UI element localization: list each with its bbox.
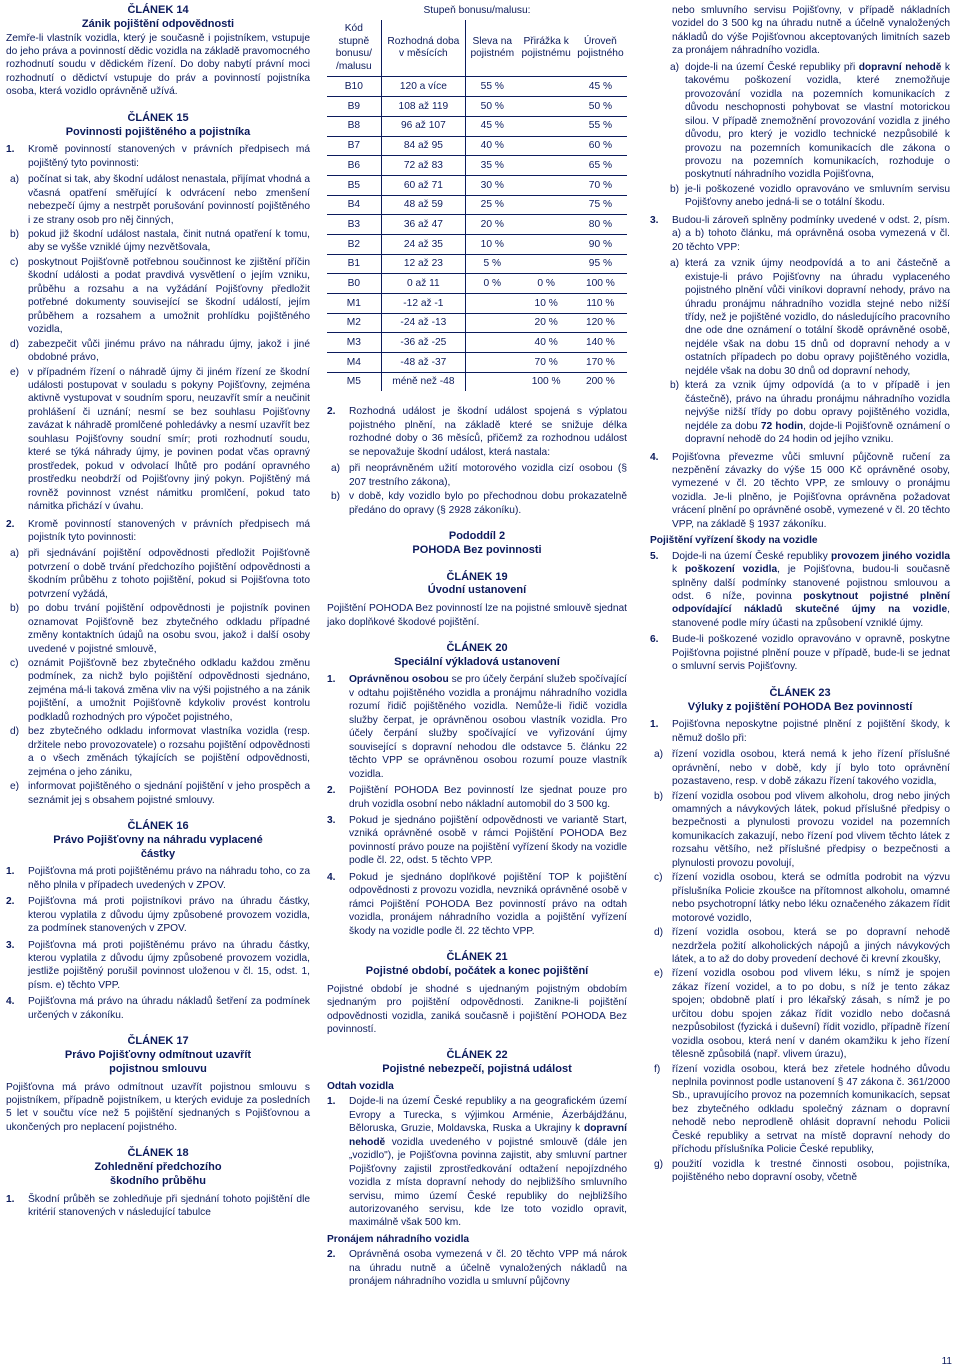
table-cell: 10 % [466, 234, 519, 254]
list-letter: b) [331, 491, 341, 503]
paragraph-22-4 [650, 451, 950, 532]
table-cell: -48 až -37 [381, 353, 465, 373]
list-letter: a) [670, 61, 680, 73]
paragraph-number: 6. [650, 634, 659, 646]
article-20-number: ČLÁNEK 20 [446, 641, 508, 654]
list-letter: a) [10, 174, 20, 186]
paragraph-text: , stanovené podle míry účasti na způsobení vzniklé újmy. [672, 604, 950, 629]
table-cell: 80 % [588, 218, 613, 230]
table-cell [519, 97, 574, 117]
article-18-number: ČLÁNEK 18 [127, 1147, 189, 1160]
table-cell: 90 % [588, 238, 613, 250]
table-cell: B1 [347, 258, 361, 270]
table-cell [519, 156, 574, 176]
list-text: řízení vozidla osobou, která nemá k jeho řízení příslušné oprávnění, nebo v době, kdy jí bylo toto oprávnění pozastaveno, resp. v době zákazu řízení takového vozidla, [672, 749, 950, 788]
list-letter: e) [654, 968, 664, 980]
table-cell: B2 [347, 238, 361, 250]
article-19-number: ČLÁNEK 19 [446, 570, 508, 583]
article-14-number: ČLÁNEK 14 [127, 4, 189, 16]
table-cell: M1 [346, 297, 361, 309]
table-cell: 35 % [466, 156, 519, 176]
term-bold: provozem jiného vozidla [831, 550, 950, 562]
paragraph-number: 1. [6, 1193, 15, 1205]
list-letter: a) [331, 463, 341, 475]
list-letter: b) [10, 228, 20, 240]
paragraph-20-1 [327, 673, 627, 781]
paragraph-16-2 [6, 895, 310, 935]
table-cell: 40 % [534, 337, 558, 348]
table-row [327, 254, 627, 274]
table-cell: méně než -48 [381, 372, 465, 391]
paragraph-text: Pojištění POHODA Bez povinností lze sjednat pouze pro druh vozidla osobní nebo nákladní automobil do 3 500 kg. [349, 785, 627, 810]
paragraph-text: se pro účely čerpání služeb spočívající v odtahu pojištěného vozidla a pronájmu náhradního vozidla rozumí řidič pojištěného vozidla. Nemůže-li řidič vozidla služby čerpat, je oprávněnou osobou vlastník vozidla. Pro účely čerpání služby spočívající ve vyřizování újmy související s dopravní nehodou dle odstavce 5. článku 22 těchto VPP se oprávněnou osobou rozumí pouze vlastník vozidla. [349, 674, 627, 780]
article-23-title: Výluky z pojištění POHODA Bez povinností [687, 700, 913, 713]
table-cell [519, 175, 574, 195]
table-cell: 72 až 83 [381, 156, 465, 176]
list-text: po dobu trvání pojištění odpovědnosti je pojistník povinen oznamovat Pojišťovně bez zbytečného odkladu případné změny kontaktních údajů na osobu svou, jakož i další osoby uvedené v pojistné smlouvě, [28, 603, 310, 655]
paragraph-number: 3. [327, 815, 336, 827]
term-bold: dopravní nehodě [858, 61, 942, 73]
paragraph-number: 4. [327, 871, 336, 883]
header-period: Rozhodná doba v měsících [381, 20, 465, 77]
table-cell: 110 % [586, 297, 615, 309]
table-cell: 70 % [588, 179, 613, 191]
table-cell: 24 až 35 [381, 234, 465, 254]
table-cell: 0 % [537, 277, 555, 289]
list-letter: b) [670, 380, 680, 392]
paragraph-18-2 [327, 405, 627, 459]
paragraph-number: 1. [650, 719, 659, 731]
list-text: je-li poškozené vozidlo opravováno ve smluvním servisu Pojišťovny anebo jedná-li se o totální škodu. [685, 183, 950, 209]
table-body [327, 77, 627, 392]
paragraph-text: Pojišťovna má proti pojištěnému právo na náhradu toho, co za něho plnila v případech uvedených v ZPOV. [28, 866, 310, 891]
table-row [327, 353, 627, 373]
list-item [6, 366, 310, 514]
list-item [650, 379, 950, 446]
table-row [327, 116, 627, 136]
article-17-number: ČLÁNEK 17 [127, 1035, 189, 1048]
table-cell: 30 % [466, 175, 519, 195]
table-row [327, 136, 627, 156]
list-text: řízení vozidla osobou, která se po dopravní nehodě nezdržela požití alkoholických nápojů a jiných návykových látek, a to až do doby provedení dechové či krevní zkoušky, [672, 927, 950, 965]
paragraph-text: Kromě povinností stanovených v právních předpisech má pojištěný tyto povinnosti: [28, 144, 310, 169]
article-16-title: Právo Pojišťovny na náhradu vyplacené částky [53, 833, 263, 860]
table-cell: -36 až -25 [381, 333, 465, 353]
list-item [650, 1063, 950, 1157]
list-letter: d) [10, 338, 20, 350]
table-row [327, 156, 627, 176]
article-19-title: Úvodní ustanovení [427, 584, 527, 597]
table-cell [466, 353, 519, 373]
paragraph-number: 5. [650, 550, 659, 562]
table-caption: Stupeň bonusu/malusu: [423, 5, 531, 16]
table-cell: 120 a více [381, 77, 465, 97]
list-letter: a) [10, 548, 20, 560]
list-letter: c) [10, 256, 19, 268]
list-item [6, 547, 310, 601]
paragraph-text: Pojišťovna má proti pojistníkovi právo na úhradu částky, kterou vyplatila z důvodu újmy způsobené provozem vozidla, za podmínek stanovených v ZPOV. [28, 896, 310, 935]
paragraph-23-1 [650, 718, 950, 745]
header-code: Kód stupně bonusu/ /malusu [335, 22, 372, 73]
list-text: bez zbytečného odkladu informovat vlastníka vozidla (resp. držitele nebo provozovatele) o rozsahu pojištění odpovědnosti a o všech změnách týkajících se pojištění odpovědnosti, zejména o jeho zániku, [28, 726, 310, 778]
paragraph-number: 1. [327, 674, 336, 686]
list-letter: c) [10, 658, 19, 670]
table-cell: 108 až 119 [381, 97, 465, 117]
table-cell: 96 až 107 [381, 116, 465, 136]
paragraph-text: Škodní průběh se zohledňuje při sjednání tohoto pojištění dle kritérií stanovených v následující tabulce [28, 1193, 310, 1219]
page-number: 11 [941, 1355, 952, 1367]
header-surcharge: Přirážka k pojistnému [521, 35, 571, 60]
paragraph-text: vozidla uvedeného v pojistné smlouvě (dále jen „vozidlo"), je Pojišťovna povinna zajistit, aby smluvní partner Pojišťovny zajistil zprostředkování odtažení nepojízdného vozidla z místa dopravní nehody do nejbližšího smluvního servisu, mimo území České republiky do nejbližšího autorizovaného servisu, kde lze toto vozidlo opravit, maximálně však 500 km. [349, 1136, 627, 1229]
paragraph-16-1 [6, 865, 310, 892]
table-cell: 100 % [585, 277, 615, 289]
list-text: řízení vozidla osobou pod vlivem alkoholu, drog nebo jiných omamných a návykových látek, pokud příslušné předpisy o bezpečnosti a plynulosti provozu vozidel na pozemních komunikacích zakazují, nebo řízení pod vlivem těchto látek z rozsahu většího, než příslušné předpisy o bezpečnosti a plynulosti provozu povolují, [672, 790, 950, 869]
list-text: použití vozidla k trestné činnosti osobou, pojistníka, pojištěného nebo dopravní osoby, včetně [672, 1158, 950, 1184]
paragraph-number: 2. [327, 406, 336, 418]
paragraph-15-1 [6, 143, 310, 170]
list-text: , dojde-li Pojišťovně oznámení o dopravní nehodě do 24 hodin od jejího vzniku. [685, 420, 950, 446]
section-towing: Odtah vozidla [327, 1080, 394, 1092]
list-item [650, 257, 950, 378]
table-cell: 95 % [588, 258, 613, 270]
header-discount: Sleva na pojistném [466, 20, 519, 77]
table-cell [519, 195, 574, 215]
list-letter: b) [670, 183, 680, 195]
table-cell: B6 [347, 159, 361, 171]
table-cell [519, 116, 574, 136]
list-text: při sjednávání pojištění odpovědnosti předložit Pojišťovně potvrzení o době trvání předchozího pojištění odpovědnosti a škodním průběhu z tohoto pojištění, pokud si Pojišťovna toto potvrzení vyžádá, [28, 548, 310, 600]
table-cell: -12 až -1 [381, 294, 465, 314]
paragraph-number: 3. [650, 214, 659, 226]
paragraph-text: Oprávněná osoba vymezená v čl. 20 těchto VPP má nárok na úhradu nutně a účelně vynaložených nákladů na pronájem náhradního vozidla u smluvní půjčovny [349, 1249, 627, 1288]
table-header-row [327, 20, 627, 77]
table-cell: B5 [347, 179, 361, 191]
list-letter: g) [654, 1158, 664, 1170]
list-text: při neoprávněném užití motorového vozidla cizí osobou (§ 207 trestního zákona), [349, 463, 627, 488]
list-item [650, 748, 950, 788]
paragraph-number: 2. [327, 785, 336, 797]
list-letter: a) [670, 258, 680, 270]
term-bold: dopravní nehodě [349, 1123, 627, 1148]
table-cell: -24 až -13 [381, 313, 465, 333]
table-cell: 5 % [466, 254, 519, 274]
table-cell [466, 313, 519, 333]
list-letter: b) [10, 603, 20, 615]
table-cell: 100 % [531, 376, 561, 388]
paragraph-22-2 [327, 1248, 627, 1288]
paragraph-number: 4. [650, 451, 659, 463]
list-item [650, 61, 950, 182]
list-text: informovat pojištěného o sjednání pojištění v jeho prospěch a seznámit jej s obsahem pojistné smlouvy. [28, 781, 310, 806]
paragraph-16-4 [6, 995, 310, 1022]
list-text: která za vznik újmy odpovídá (a to v případě i jen částečně), právo na úhradu pronájmu náhradního vozidla nejvýše nižší třídy po dobu opravy pojištěného vozidla, nejdéle za dobu [685, 380, 950, 432]
paragraph-text: Dojde-li na území České republiky a na geografickém území Evropy a Turecka, s výjimkou Arménie, Ázerbájdžánu, Běloruska, Gruzie, Moldavska, Ruska a Ukrajiny k [349, 1096, 627, 1135]
article-14-text: Zemře-li vlastník vozidla, který je současně i pojistníkem, vstupuje do jeho práva a povinností dědic vozidla na základě pravomocného rozhodnutí soudu v dědickém řízení. Do doby nabytí právní moci rozhodnutí o dědictví vstupuje do práv a povinností pojistníka osoba, která vozidlo oprávněně užívá. [6, 32, 310, 98]
list-item [327, 462, 627, 489]
paragraph-number: 1. [6, 144, 15, 156]
term-bold: Oprávněnou osobou [349, 674, 449, 686]
table-cell: 55 % [588, 120, 613, 132]
table-cell: 0 % [466, 274, 519, 294]
list-text: v době, kdy vozidlo bylo po přechodnou dobu prokazatelně předáno do opravy (§ 2928 zákoníku). [349, 491, 627, 516]
table-cell: 45 % [588, 81, 613, 93]
paragraph-text: Bude-li poškozené vozidlo opravováno v opravně, poskytne Pojišťovna pojistné plnění pouze v případě, bude-li se jednat o smluvní servis Pojišťovny. [672, 634, 950, 673]
column-1 [6, 4, 310, 1222]
table-cell [519, 215, 574, 235]
table-cell: 20 % [534, 317, 558, 329]
table-cell [519, 234, 574, 254]
paragraph-20-4 [327, 871, 627, 938]
table-cell: 200 % [585, 376, 615, 388]
table-cell: 10 % [534, 297, 558, 309]
table-row [327, 77, 627, 97]
paragraph-text: Budou-li zároveň splněny podmínky uvedené v odst. 2, písm. a) a b) tohoto článku, má oprávněná osoba vymezená v čl. 20 těchto VPP: [672, 214, 950, 253]
paragraph-text: Rozhodná událost je škodní událost spojená s výplatou pojistného plnění, na základě které se snižuje délka rozhodné doby o 36 měsíců, přičemž za rozhodnou událost se nepovažuje škodní událost, která nastala: [349, 406, 627, 458]
list-text: řízení vozidla osobou, která bez zřetele hodného důvodu neplnila povinnost podle ustanovení § 47 zákona č. 361/2000 Sb., upravujícího provoz na pozemních komunikacích, sepsat bez zbytečného odkladu společný záznam o dopravní nehodě nebo neprodleně ohlásit dopravní nehodu Policii České republiky a setrvat na místě dopravní nehody do příchodu příslušníka Policie České republiky, [672, 1063, 950, 1156]
paragraph-text: Pojišťovna má právo na úhradu nákladů šetření za podmínek určených v zákoníku. [28, 996, 310, 1021]
table-cell: 140 % [585, 337, 615, 348]
table-cell: B0 [347, 277, 361, 289]
table-row [327, 313, 627, 333]
article-17-text: Pojišťovna má právo odmítnout uzavřít pojistnou smlouvu s pojistníkem, případně pojistníkem, u kterých eviduje za posledních 5 let v součtu více než 5 pojištění sjednaných s Pojišťovnou a ukončených pro neplacení pojistného. [6, 1081, 310, 1133]
table-row [327, 234, 627, 254]
table-cell: 0 až 11 [381, 274, 465, 294]
section-replacement-vehicle: Pronájem náhradního vozidla [327, 1233, 470, 1245]
list-text: počínat si tak, aby škodní událost nenastala, přijímat vhodná a včasná opatření směřující k odvrácení nebo zmenšení nebezpečí újmy a nestrpět porušování povinností pojištěného i ze strany osob pro něj činných, [28, 174, 310, 226]
list-letter: e) [10, 781, 20, 793]
table-cell: 50 % [588, 100, 613, 112]
table-cell: B8 [347, 120, 361, 132]
article-14-title: Zánik pojištění odpovědnosti [81, 17, 235, 30]
table-cell: 20 % [466, 215, 519, 235]
list-text: k takovému poškození vozidla, které znemožňuje provozování vozidla na pozemních komunikacích z důvodu neschopnosti pohybovat se vlastní motorickou silou. V případě znemožnění provozování vozidla z jiného důvodu, pro který je vozidlo technické nezpůsobilé k provozu na pozemních komunikacích dle zákona o provozu na pozemních komunikacích, rozhoduje o poskytnutí náhradního vozidla Pojišťovna, [685, 61, 950, 181]
paragraph-text: k [672, 564, 685, 576]
table-cell [519, 254, 574, 274]
paragraph-text: Pokud je sjednáno doplňkové pojištění TOP k pojištění odpovědnosti z provozu vozidla, nevzniká oprávněné osobě v rámci Pojištění POHODA Bez povinností právo na odtah vozidla, pronájem náhradního vozidla a pojištění vyřízení škody na vozidle podle čl. 22 těchto VPP. [349, 871, 627, 937]
list-item [6, 780, 310, 807]
list-text: řízení vozidla osobou, která se odmítla podrobit na výzvu příslušníka Policie zkoušce na přítomnost alkoholu, omamné nebo psychotropní látky nebo léku označeného zákazem řídit motorové vozidlo, [672, 872, 950, 924]
paragraph-22-1 [327, 1095, 627, 1230]
list-text: v případném řízení o náhradě újmy či jiném řízení ze škodní události postupovat v souladu s pokyny Pojišťovny, zejména aktivně vystupovat v soudním sporu, neuzavřít smír a neučinit prohlášení či uznání; nesmí se bez souhlasu Pojišťovny zavázat k náhradě promlčené pohledávky a nesmí uzavřít bez souhlasu Pojišťovny soudní smír; proti rozhodnutí soudu, které se týká náhrady újmy, je povinen podat včas opravný prostředek, pokud v odvolací lhůtě pro podání opravného prostředku neobdrží od Pojišťovny jiný pokyn. Pojištěný má rovněž povinnost vznést námitku promlčení, pokud tato námitka přichází v úvahu. [28, 366, 310, 513]
article-21-title: Pojistné období, počátek a konec pojištění [365, 964, 589, 977]
table-cell: M2 [346, 317, 361, 329]
paragraph-text: Pojišťovna má proti pojištěnému právo na úhradu částky, kterou vyplatila z důvodu újmy způsobené provozem vozidla, jestliže pojištěný porušil povinnost uloženou v čl. 15, odst. 1, písm. e) těchto VPP. [28, 939, 310, 991]
list-text: dojde-li na území České republiky při [685, 61, 859, 73]
list-text: řízení vozidla osobou pod vlivem léku, s nímž je spojen zákaz řízení vozidel, a to po dobu, s níž je tento zákaz spojen; obdobně platí i pro lékařský zásah, s nímž je po určitou dobu spojen zákaz řídit vozidlo nebo dočasná nezpůsobilost (fyzická i duševní) řídit vozidlo, případně řízení vozidla osobou, která není v daném okamžiku k jeho řízení tělesně způsobilá (např. vlivem úrazu), [672, 968, 950, 1061]
header-level: Úroveň pojistného [577, 35, 624, 60]
paragraph-text: , je Pojišťovna, budou-li současně splněny další podmínky stanovené pojistnou smlouvou a odst. 6 níže, povinna [672, 564, 950, 603]
table-cell: 120 % [585, 317, 615, 329]
table-cell: 36 až 47 [381, 215, 465, 235]
table-cell: B9 [347, 100, 361, 112]
table-cell: M3 [346, 337, 361, 348]
list-letter: c) [654, 872, 663, 884]
article-22-number: ČLÁNEK 22 [446, 1049, 508, 1062]
section-claims-handling: Pojištění vyřízení škody na vozidle [650, 535, 818, 547]
table-cell [466, 294, 519, 314]
table-row [327, 274, 627, 294]
article-22-title: Pojistné nebezpečí, pojistná událost [382, 1063, 572, 1076]
paragraph-22-5 [650, 550, 950, 631]
paragraph-number: 1. [327, 1096, 336, 1108]
table-cell [466, 333, 519, 353]
paragraph-text: Kromě povinností stanovených v právních předpisech má pojistník tyto povinnosti: [28, 518, 310, 543]
subsection-title: POHODA Bez povinnosti [412, 543, 542, 556]
paragraph-number: 2. [6, 896, 15, 908]
table-cell: 50 % [466, 97, 519, 117]
term-bold: poskytnout pojistné plnění odpovídající nákladů skutečné újmy na vozidle [672, 591, 950, 616]
article-19-text: Pojištění POHODA Bez povinností lze na pojistné smlouvě sjednat jako doplňkové škodové pojištění. [327, 603, 627, 628]
table-cell: 12 až 23 [381, 254, 465, 274]
table-cell [519, 136, 574, 156]
table-cell: 170 % [585, 356, 615, 368]
article-15-number: ČLÁNEK 15 [127, 111, 189, 124]
article-17-title: Právo Pojišťovny odmítnout uzavřít pojistnou smlouvu [64, 1049, 252, 1075]
term-bold: 72 hodin [760, 420, 804, 432]
list-text: zabezpečit vůči jinému právo na náhradu újmy, jakož i jiné obdobné právo, [28, 338, 310, 364]
table-cell: 60 % [588, 140, 613, 152]
list-text: která za vznik újmy neodpovídá a to ani částečně a existuje-li právo Pojišťovny na úhradu vyplaceného pojistného plnění vůči viníkovi dopravní nehody, právo na úhradu pronájmu náhradního vozidla stejné nebo nižší třídy, než je pojištěné vozidlo, do následujícího pracovního dne ode dne oznámení o totální škodě oprávněné osobě, nejdéle však na dobu 15 dnů od dopravní nehody a v ostatních případech po dobu opravy pojištěného vozidla, nejdéle však na dobu 30 dnů od dopravní nehody, [685, 258, 950, 377]
list-letter: f) [654, 1063, 661, 1075]
table-cell: 70 % [534, 356, 558, 368]
subsection-number: Pododdíl 2 [448, 530, 506, 543]
table-cell: B3 [347, 218, 361, 230]
table-row [327, 195, 627, 215]
paragraph-20-3 [327, 814, 627, 868]
paragraph-number: 1. [6, 866, 15, 878]
list-item [650, 871, 950, 925]
paragraph-15-2 [6, 518, 310, 545]
list-item [6, 725, 310, 779]
paragraph-22-3 [650, 214, 950, 254]
table-cell: 45 % [466, 116, 519, 136]
list-item [650, 183, 950, 210]
list-item [6, 657, 310, 724]
table-cell: 60 až 71 [381, 175, 465, 195]
paragraph-number: 2. [6, 518, 15, 530]
paragraph-text: Pojišťovna převezme vůči smluvní půjčovně ručení za nezpěnění závazky do výše 15 000 Kč oprávněné osoby, vymezené v čl. 20 těchto VPP, ze smlouvy o pronájmu vozidla. Je-li plněno, je Pojišťovna oprávněna požadovat vrácení plnění po oprávněné osobě, vymezené v čl. 20 těchto VPP, na základě § 1937 zákoníku. [672, 451, 950, 530]
list-letter: a) [654, 749, 664, 761]
table-cell: 65 % [588, 159, 613, 171]
term-bold: poškození vozidla [684, 564, 778, 576]
table-cell: B4 [347, 199, 361, 211]
list-item [6, 338, 310, 365]
list-item [6, 228, 310, 255]
article-18-title: Zohlednění předchozího škodního průběhu [94, 1161, 222, 1187]
paragraph-16-3 [6, 939, 310, 993]
paragraph-20-2 [327, 784, 627, 811]
table-cell [466, 372, 519, 391]
list-letter: e) [10, 366, 20, 378]
column-2 [327, 4, 627, 1292]
paragraph-18-1 [6, 1193, 310, 1220]
table-cell: 40 % [466, 136, 519, 156]
paragraph-text: Pojišťovna neposkytne pojistné plnění z pojištění škody, k němuž došlo při: [672, 719, 950, 744]
article-23-number: ČLÁNEK 23 [769, 686, 831, 699]
list-item [650, 790, 950, 871]
table-row [327, 333, 627, 353]
list-text: poskytnout Pojišťovně potřebnou součinnost ke zjištění příčin škodní události a podat pravdivá vysvětlení o jejím vzniku, průběhu a rozsahu a na vyžádání Pojišťovny předložit potřebné dokumenty související se škodní událostí, jejím průběhem a rozsahem a umožnit prohlídku pojištěného vozidla, [28, 256, 310, 336]
paragraph-text: Pokud je sjednáno pojištění odpovědnosti ve variantě Start, vzniká oprávněné osobě v rámci Pojištění POHODA Bez povinností právo pouze na pojištění vyřízení škody na vozidle podle čl. 22, odst. 5 těchto VPP. [349, 815, 627, 867]
table-row [327, 175, 627, 195]
list-item [327, 490, 627, 517]
list-letter: d) [10, 726, 20, 738]
paragraph-number: 2. [327, 1249, 336, 1261]
list-item [6, 602, 310, 656]
bonus-malus-table [327, 20, 627, 391]
list-text: oznámit Pojišťovně bez zbytečného odkladu každou změnu podmínek, za nichž bylo pojištění odpovědnosti sjednáno, zejména má-li taková změna vliv na výši pojistného a na zánik pojištění, a umožnit Pojišťovně kdykoliv provést kontrolu podkladů rozhodných pro výpočet pojistného, [28, 658, 310, 723]
paragraph-number: 4. [6, 996, 15, 1008]
table-cell: B10 [344, 81, 363, 93]
table-row [327, 294, 627, 314]
list-item [650, 967, 950, 1061]
table-cell: 25 % [466, 195, 519, 215]
table-row [327, 215, 627, 235]
list-item [6, 256, 310, 337]
table-cell: B7 [347, 140, 361, 152]
table-cell: M4 [346, 356, 361, 368]
article-20-title: Speciální výkladová ustanovení [394, 655, 560, 668]
table-cell: 48 až 59 [381, 195, 465, 215]
list-item [650, 926, 950, 966]
paragraph-text: Dojde-li na území České republiky [672, 550, 832, 562]
table-row [327, 372, 627, 391]
paragraph-22-6 [650, 633, 950, 673]
table-cell: 84 až 95 [381, 136, 465, 156]
article-21-number: ČLÁNEK 21 [446, 951, 508, 964]
table-cell [519, 77, 574, 97]
article-15-title: Povinnosti pojištěného a pojistníka [65, 125, 251, 138]
list-item [650, 1158, 950, 1185]
table-row [327, 97, 627, 117]
column-3 [650, 4, 950, 1186]
continuation-text: nebo smluvního servisu Pojišťovny, v případě nákladních vozidel do 3 500 kg na úhradu nutně a účelně vynaložených nákladů do výše Pojišťovnou akceptovaných limitních sazeb za pronájem náhradního vozidla. [672, 5, 950, 57]
table-cell: 75 % [588, 199, 613, 211]
list-item [6, 173, 310, 227]
article-16-number: ČLÁNEK 16 [127, 820, 189, 833]
list-letter: b) [654, 790, 664, 802]
list-text: pokud již škodní událost nastala, činit nutná opatření k tomu, aby se vyšše vzniklé újmy nezvětšovala, [28, 228, 310, 254]
table-cell: M5 [346, 376, 361, 388]
table-cell: 55 % [466, 77, 519, 97]
article-21-text: Pojistné období je shodné s ujednaným pojistným obdobím sjednaným pro pojištění odpovědnosti. Zanikne-li pojištění odpovědnosti vozidla, zaniká současně i pojištění POHODA Bez povinností. [327, 983, 627, 1035]
paragraph-number: 3. [6, 939, 15, 951]
list-letter: d) [654, 927, 664, 939]
